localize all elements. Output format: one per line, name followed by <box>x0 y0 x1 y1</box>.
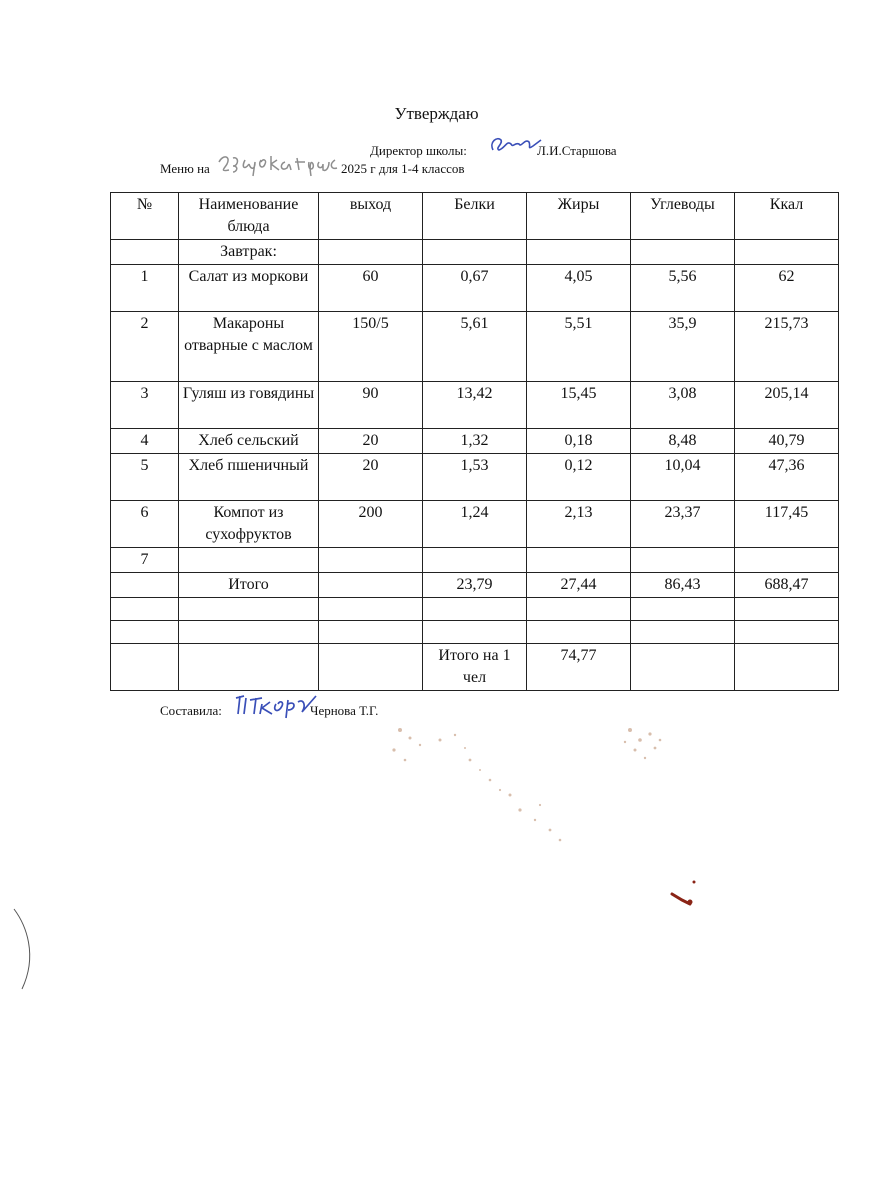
column-header-kcal: Ккал <box>735 193 839 240</box>
dish-protein <box>423 548 527 573</box>
dish-kcal: 205,14 <box>735 382 839 429</box>
table-row <box>111 548 839 573</box>
menu-label: Меню на <box>160 161 210 176</box>
row-number: 4 <box>111 429 179 454</box>
dish-yield: 20 <box>319 454 423 501</box>
approval-heading: Утверждаю <box>394 104 479 123</box>
composer-signature <box>232 690 322 720</box>
dish-name: Компот из сухофруктов <box>179 501 319 548</box>
dish-yield: 150/5 <box>319 312 423 382</box>
total-label: Итого <box>179 573 319 598</box>
dish-kcal: 62 <box>735 265 839 312</box>
column-header-fat: Жиры <box>527 193 631 240</box>
dish-protein: 1,24 <box>423 501 527 548</box>
dish-carbs: 10,04 <box>631 454 735 501</box>
dish-carbs: 35,9 <box>631 312 735 382</box>
handwritten-date <box>215 150 340 180</box>
total-protein: 23,79 <box>423 573 527 598</box>
dish-name <box>179 548 319 573</box>
scan-edge-mark <box>8 905 38 995</box>
table-row <box>111 454 839 501</box>
dish-yield: 200 <box>319 501 423 548</box>
table-row <box>111 312 839 382</box>
row-number: 7 <box>111 548 179 573</box>
dish-kcal: 47,36 <box>735 454 839 501</box>
dish-protein: 13,42 <box>423 382 527 429</box>
empty-row <box>111 598 839 621</box>
dish-name: Хлеб сельский <box>179 429 319 454</box>
dish-fat: 2,13 <box>527 501 631 548</box>
dish-fat: 4,05 <box>527 265 631 312</box>
menu-table <box>110 192 839 691</box>
table-row <box>111 265 839 312</box>
section-row <box>111 240 839 265</box>
dish-kcal: 117,45 <box>735 501 839 548</box>
row-number: 3 <box>111 382 179 429</box>
total-row <box>111 573 839 598</box>
director-name: Л.И.Старшова <box>537 143 617 158</box>
dish-fat: 0,12 <box>527 454 631 501</box>
column-header-protein: Белки <box>423 193 527 240</box>
row-number: 2 <box>111 312 179 382</box>
table-header-row <box>111 193 839 240</box>
dish-carbs: 8,48 <box>631 429 735 454</box>
dish-protein: 1,32 <box>423 429 527 454</box>
section-label: Завтрак: <box>179 240 319 265</box>
total-fat: 27,44 <box>527 573 631 598</box>
composed-by-label: Составила: <box>160 703 222 718</box>
dish-name: Гуляш из говядины <box>179 382 319 429</box>
row-number: 1 <box>111 265 179 312</box>
dish-name: Макароны отварные с маслом <box>179 312 319 382</box>
dish-fat: 5,51 <box>527 312 631 382</box>
dish-yield <box>319 548 423 573</box>
dish-carbs: 23,37 <box>631 501 735 548</box>
column-header-yield: выход <box>319 193 423 240</box>
table-row <box>111 429 839 454</box>
table-row <box>111 501 839 548</box>
dish-kcal: 40,79 <box>735 429 839 454</box>
dish-yield: 20 <box>319 429 423 454</box>
dish-name: Салат из моркови <box>179 265 319 312</box>
dish-name: Хлеб пшеничный <box>179 454 319 501</box>
dish-carbs <box>631 548 735 573</box>
dish-protein: 5,61 <box>423 312 527 382</box>
paper-stain <box>380 720 700 860</box>
total-kcal: 688,47 <box>735 573 839 598</box>
per-person-value: 74,77 <box>527 644 631 691</box>
menu-title-suffix: 2025 г для 1-4 классов <box>341 161 465 176</box>
dish-kcal <box>735 548 839 573</box>
dish-protein: 1,53 <box>423 454 527 501</box>
dish-fat: 0,18 <box>527 429 631 454</box>
empty-row <box>111 621 839 644</box>
row-number: 5 <box>111 454 179 501</box>
dish-fat: 15,45 <box>527 382 631 429</box>
dish-protein: 0,67 <box>423 265 527 312</box>
row-number: 6 <box>111 501 179 548</box>
dish-fat <box>527 548 631 573</box>
column-header-number: № <box>111 193 179 240</box>
column-header-dish: Наименование блюда <box>179 193 319 240</box>
red-stain <box>668 878 708 914</box>
composed-by-name: Чернова Т.Г. <box>310 703 379 718</box>
per-person-label: Итого на 1 чел <box>423 644 527 691</box>
dish-kcal: 215,73 <box>735 312 839 382</box>
column-header-carbs: Углеводы <box>631 193 735 240</box>
dish-carbs: 3,08 <box>631 382 735 429</box>
dish-yield: 60 <box>319 265 423 312</box>
dish-carbs: 5,56 <box>631 265 735 312</box>
table-row <box>111 382 839 429</box>
dish-yield: 90 <box>319 382 423 429</box>
total-carbs: 86,43 <box>631 573 735 598</box>
per-person-row <box>111 644 839 691</box>
director-label: Директор школы: <box>370 143 467 158</box>
